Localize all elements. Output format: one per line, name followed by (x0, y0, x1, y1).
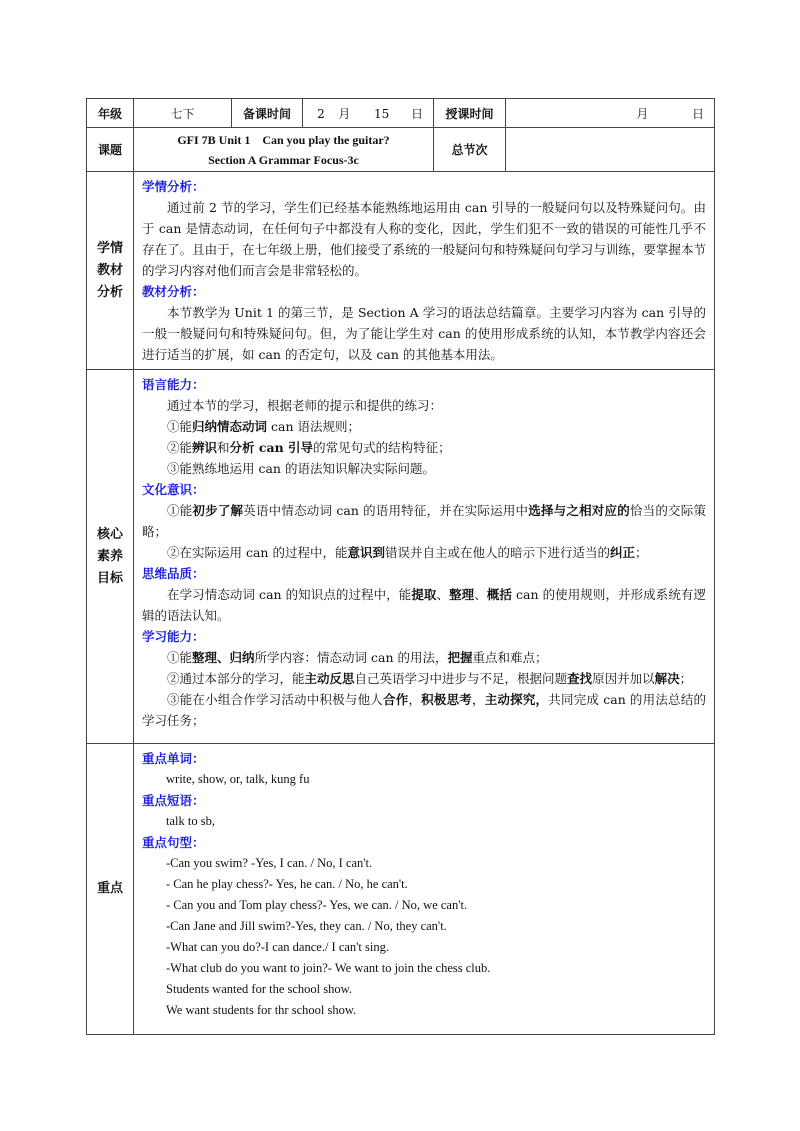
learning-item-2: ②通过本部分的学习，能主动反思自己英语学习中进步与不足，根据问题查找原因并加以解决； (167, 671, 693, 686)
learning-item-1: ①能整理、归纳所学内容：情态动词 can 的用法，把握重点和难点； (167, 650, 548, 665)
culture-heading: 文化意识： (142, 482, 205, 497)
analysis-label-3: 分析 (96, 284, 123, 300)
learning-item-3: ③能在小组合作学习活动中积极与他人合作，积极思考，主动探究，共同完成 can 的用法总结的学习任务； (142, 692, 706, 728)
language-item-1: ①能归纳情态动词 can 语法规则； (167, 419, 360, 434)
key-points-row (87, 744, 715, 1035)
culture-item-1: ①能初步了解英语中情态动词 can 的语用特征，并在实际运用中选择与之相对应的恰当的交际策略； (142, 503, 706, 539)
key-sentences-heading: 重点句型： (142, 835, 205, 850)
prep-day: 15 (374, 106, 390, 121)
key-words: write, show, or, talk, kung fu (166, 772, 310, 786)
grade-value: 七下 (134, 99, 232, 128)
topic-row (87, 128, 715, 172)
analysis-label-2: 教材 (96, 262, 123, 278)
analysis-label-1: 学情 (96, 240, 123, 256)
sentence-1: -Can you swim? -Yes, I can. / No, I can't. (166, 856, 373, 870)
culture-item-2: ②在实际运用 can 的过程中，能意识到错误并自主或在他人的暗示下进行适当的纠正； (167, 545, 648, 560)
core-label (87, 370, 134, 744)
total-sessions-value (506, 128, 715, 172)
grade-label: 年级 (87, 99, 134, 128)
prep-day-unit: 日 (410, 106, 423, 121)
language-item-2: ②能辨识和分析 can 引导的常见句式的结构特征； (167, 440, 451, 455)
key-words-heading: 重点单词： (142, 751, 205, 766)
teach-month-unit: 月 (636, 106, 649, 121)
sentence-5: -What can you do?-I can dance./ I can't sing. (166, 940, 389, 954)
sentence-6: -What club do you want to join?- We want to join the chess club. (166, 961, 491, 975)
header-row (87, 99, 715, 128)
sentence-2: - Can he play chess?- Yes, he can. / No, he can't. (166, 877, 408, 891)
student-analysis-text: 通过前 2 节的学习，学生们已经基本能熟练地运用由 can 引导的一般疑问句以及特殊疑问句。由于 can 是情态动词，在任何句子中都没有人称的变化，因此，学生们犯不一致的错误的可能性几乎不存在了。且由于，在七年级上册，他们接受了系统的一般疑问句和特殊疑问句学习与训练，要掌握本节的学习内容对他们而言会是非常轻松的。 (142, 200, 706, 278)
teach-day-unit: 日 (691, 106, 704, 121)
sentence-7: Students wanted for the school show. (166, 982, 352, 996)
topic-title (134, 128, 434, 172)
thinking-text: 在学习情态动词 can 的知识点的过程中，能提取、整理、概括 can 的使用规则，并形成系统有逻辑的语法认知。 (142, 587, 706, 623)
key-phrases-heading: 重点短语： (142, 793, 205, 808)
key-label: 重点 (87, 744, 134, 1035)
core-label-2: 素养 (96, 548, 123, 564)
analysis-label (87, 172, 134, 370)
language-ability-heading: 语言能力： (142, 377, 205, 392)
sentence-8: We want students for thr school show. (166, 1003, 357, 1017)
total-sessions-label: 总节次 (434, 128, 506, 172)
teach-date (506, 99, 715, 128)
core-content (134, 370, 715, 744)
core-literacy-row (87, 370, 715, 744)
core-label-1: 核心 (96, 526, 123, 542)
core-label-3: 目标 (96, 570, 123, 586)
learning-heading: 学习能力： (142, 629, 205, 644)
teach-time-label: 授课时间 (434, 99, 506, 128)
analysis-row (87, 172, 715, 370)
prep-time-label: 备课时间 (232, 99, 303, 128)
thinking-heading: 思维品质： (142, 566, 205, 581)
sentence-3: - Can you and Tom play chess?- Yes, we can. / No, we can't. (166, 898, 468, 912)
language-intro: 通过本节的学习，根据老师的提示和提供的练习： (167, 398, 443, 413)
prep-month-unit: 月 (338, 106, 351, 121)
topic-label: 课题 (87, 128, 134, 172)
student-analysis-heading: 学情分析： (142, 179, 205, 194)
analysis-content (134, 172, 715, 370)
lesson-plan-table (86, 98, 715, 1035)
sentence-4: -Can Jane and Jill swim?-Yes, they can. / No, they can't. (166, 919, 447, 933)
material-analysis-text: 本节教学为 Unit 1 的第三节，是 Section A 学习的语法总结篇章。主要学习内容为 can 引导的一般一般疑问句和特殊疑问句。但，为了能让学生对 can 的使用形成系统的认知，本节教学内容还会进行适当的扩展，如 can 的否定句，以及 can 的其他基本用法。 (142, 305, 706, 362)
prep-date (303, 99, 434, 128)
topic-line-1: GFI 7B Unit 1 Can you play the guitar? (177, 132, 390, 147)
language-item-3: ③能熟练地运用 can 的语法知识解决实际问题。 (167, 461, 435, 476)
material-analysis-heading: 教材分析： (142, 284, 205, 299)
key-content (134, 744, 715, 1035)
key-phrases: talk to sb, (166, 814, 215, 828)
prep-month: 2 (317, 106, 325, 121)
topic-line-2: Section A Grammar Focus-3c (208, 152, 359, 167)
